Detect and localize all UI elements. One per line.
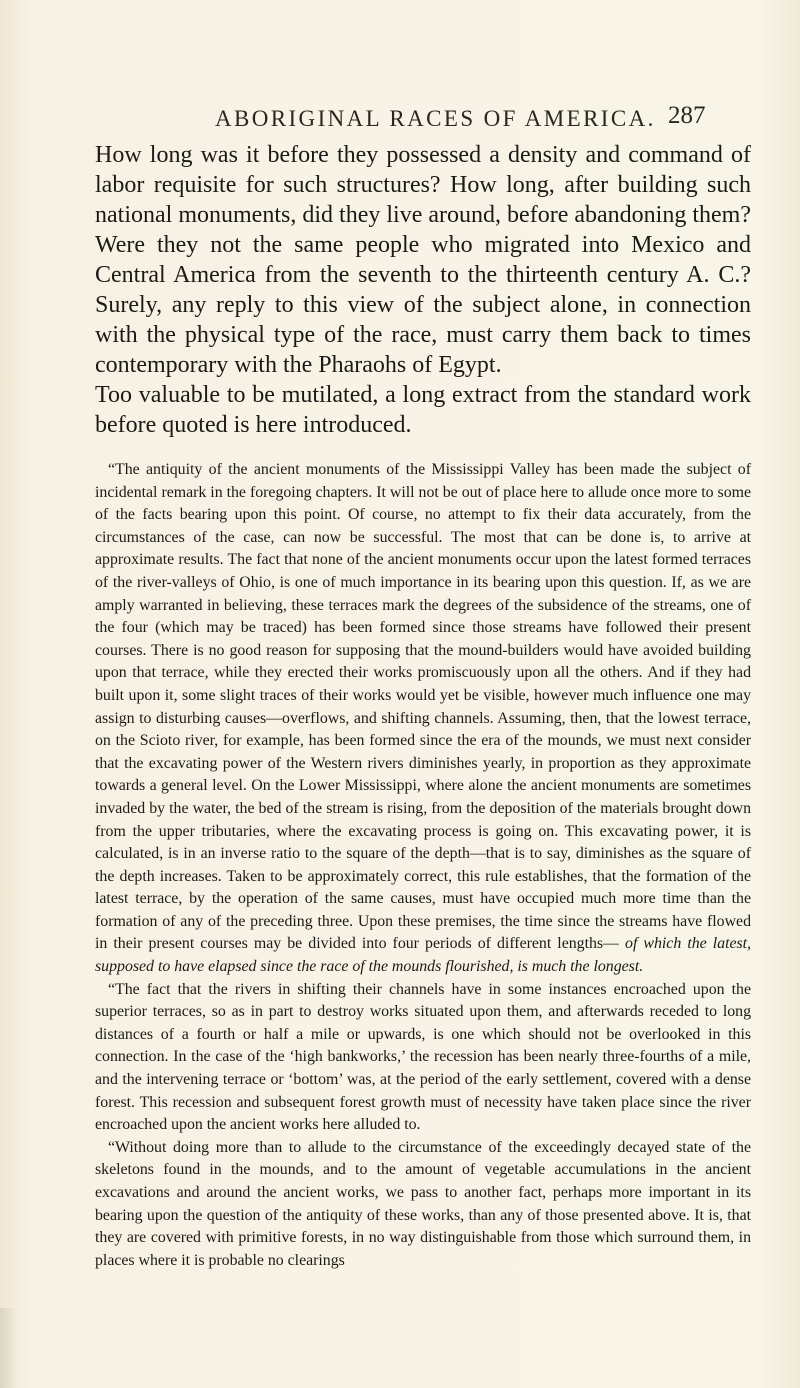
page-edge-shadow	[0, 1308, 18, 1388]
extract-quotation	[95, 459, 751, 1272]
paragraph-2: Too valuable to be mutilated, a long extract from the standard work before quoted is here introduced.	[95, 382, 751, 438]
running-head: ABORIGINAL RACES OF AMERICA.	[215, 106, 656, 131]
quote-paragraph-2: “The fact that the rivers in shifting their channels have in some instances encroached upon the superior terraces, so as in part to destroy works situated upon them, and afterwards receded to long distances of a fourth or half a mile or upwards, is one which should not be overlooked in this connection. In the case of the ‘high bankworks,’ the recession has been nearly three-fourths of a mile, and the intervening terrace or ‘bottom’ was, at the period of the early settlement, covered with a dense forest. This recession and subsequent forest growth must of necessity have taken place since the river encroached upon the ancient works here alluded to.	[95, 980, 751, 1134]
page-header	[95, 72, 730, 132]
paragraph-1: How long was it before they possessed a density and command of labor requisite for such structures? How long, after building such national monuments, did they live around, before abandoning them? Were they not the same people who migrated into Mexico and Central America from the seventh to the thirteenth century A. C.? Surely, any reply to this view of the subject alone, in connection with the physical type of the race, must carry them back to times contemporary with the Pharaohs of Egypt.	[95, 142, 751, 378]
quote-paragraph-1-italic: of which the latest, supposed to have elapsed since the race of the mounds flourished, is much the longest.	[95, 935, 752, 976]
quote-paragraph-1-text: “The antiquity of the ancient monuments of the Mississippi Valley has been made the subject of incidental remark in the foregoing chapters. It will not be out of place here to allude once more to some of the facts bearing upon this point. Of course, no attempt to fix their data accurately, from the circumstances of the case, can now be successful. The most that can be done is, to arrive at approximate results. The fact that none of the ancient monuments occur upon the latest formed terraces of the river-valleys of Ohio, is one of much importance in its bearing upon this question. If, as we are amply warranted in believing, these terraces mark the degrees of the subsidence of the streams, one of the four (which may be traced) has been formed since those streams have followed their present courses. There is no good reason for supposing that the mound-builders would have avoided building upon that terrace, while they erected their works promiscuously upon all the others. And if they had built upon it, some slight traces of their works would yet be visible, however much influence one may assign to disturbing causes—overflows, and shifting channels. Assuming, then, that the lowest terrace, on the Scioto river, for example, has been formed since the era of the mounds, we must next consider that the excavating power of the Western rivers diminishes yearly, in proportion as they approximate towards a general level. On the Lower Mississippi, where alone the ancient monuments are sometimes invaded by the water, the bed of the stream is rising, from the deposition of the materials brought down from the upper tributaries, where the excavating process is going on. This excavating power, it is calculated, is in an inverse ratio to the square of the depth—that is to say, diminishes as the square of the depth increases. Taken to be approximately correct, this rule establishes, that the formation of the latest terrace, by the operation of the same causes, must have occupied much more time than the formation of any of the preceding three. Upon these premises, the time since the streams have flowed in their present courses may be divided into four periods of different lengths—	[95, 461, 751, 953]
quote-paragraph-3: “Without doing more than to allude to the circumstance of the exceedingly decayed state of the skeletons found in the mounds, and to the amount of vegetable accumulations in the ancient excavations and around the ancient works, we pass to another fact, perhaps more important in its bearing upon the question of the antiquity of these works, than any of those presented above. It is, that they are covered with primitive forests, in no way distinguishable from those which surround them, in places where it is probable no clearings	[95, 1138, 751, 1269]
main-text	[95, 140, 751, 440]
page-number: 287	[668, 102, 706, 129]
quote-paragraph-1	[95, 459, 751, 979]
